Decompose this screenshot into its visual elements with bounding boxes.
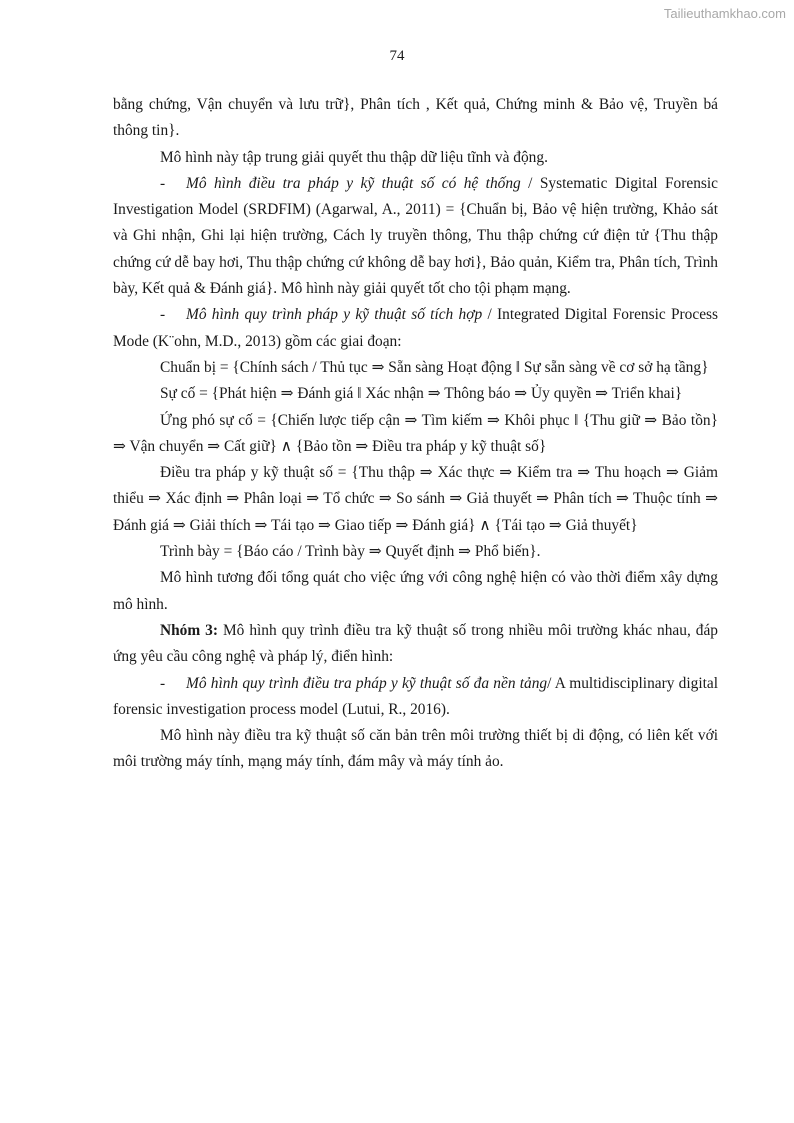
phase-incident: Sự cố = {Phát hiện ⇒ Đánh giá ‖ Xác nhận ⇒ Thông báo ⇒ Ủy quyền ⇒ Triển khai}: [160, 385, 683, 403]
paragraph: Mô hình tương đối tổng quát cho việc ứng với công nghệ hiện có vào thời điểm xây dựng mô hình.: [113, 569, 718, 613]
document-body: [113, 92, 718, 776]
list-item-mdfipm: [113, 671, 718, 724]
dash-bullet: -: [160, 674, 166, 692]
model-title: Mô hình quy trình pháp y kỹ thuật số tích hợp: [186, 306, 483, 324]
list-item-idfpm: [113, 302, 718, 355]
model-title: Mô hình điều tra pháp y kỹ thuật số có hệ thống: [186, 174, 521, 192]
model-title: Mô hình quy trình điều tra pháp y kỹ thuật số đa nền tảng: [186, 674, 548, 692]
group-label: Nhóm 3:: [160, 621, 218, 639]
model-description: / Integrated Digital Forensic Process Mode (K¨ohn, M.D., 2013) gồm các giai đoạn:: [113, 306, 718, 350]
phase-presentation: Trình bày = {Báo cáo / Trình bày ⇒ Quyết định ⇒ Phổ biến}.: [160, 543, 541, 561]
list-item-srdfim: [113, 171, 718, 302]
group-description: Mô hình quy trình điều tra kỹ thuật số trong nhiều môi trường khác nhau, đáp ứng yêu cầu công nghệ và pháp lý, điển hình:: [113, 621, 719, 666]
dash-bullet: -: [160, 306, 166, 324]
watermark: Tailieuthamkhao.com: [663, 6, 786, 21]
dash-bullet: -: [160, 174, 166, 192]
paragraph: Mô hình này tập trung giải quyết thu thập dữ liệu tĩnh và động.: [160, 148, 548, 166]
page-number: 74: [389, 48, 405, 64]
model-description: / Systematic Digital Forensic Investigation Model (SRDFIM) (Agarwal, A., 2011) = {Chuẩn bị, Bảo vệ hiện trường, Khảo sát và Ghi nhận, Ghi lại hiện trường, Cách ly truyền thông, Thu thập chứng cứ điện tử {Thu thập chứng cứ dễ bay hơi, Thu thập chứng cứ không dễ bay hơi}, Bảo quản, Kiểm tra, Phân tích, Trình bày, Kết quả & Đánh giá}. Mô hình này giải quyết tốt cho tội phạm mạng.: [113, 174, 718, 298]
paragraph-continuation: bằng chứng, Vận chuyển và lưu trữ}, Phân tích , Kết quả, Chứng minh & Bảo vệ, Truyền bá thông tin}.: [113, 96, 718, 140]
phase-investigation: Điều tra pháp y kỹ thuật số = {Thu thập ⇒ Xác thực ⇒ Kiểm tra ⇒ Thu hoạch ⇒ Giảm thiểu ⇒ Xác định ⇒ Phân loại ⇒ Tổ chức ⇒ So sánh ⇒ Giả thuyết ⇒ Phân tích ⇒ Thuộc tính ⇒ Đánh giá ⇒ Giải thích ⇒ Tái tạo ⇒ Giao tiếp ⇒ Đánh giá} ∧ {Tái tạo ⇒ Giả thuyết}: [113, 464, 718, 534]
phase-preparation: Chuẩn bị = {Chính sách / Thủ tục ⇒ Sẵn sàng Hoạt động ‖ Sự sẵn sàng về cơ sở hạ tầng}: [160, 358, 709, 376]
group-3-paragraph: [113, 618, 718, 671]
paragraph: Mô hình này điều tra kỹ thuật số căn bản trên môi trường thiết bị di động, có liên kết với môi trường máy tính, mạng máy tính, đám mây và máy tính ảo.: [113, 727, 718, 771]
phase-incident-response: Ứng phó sự cố = {Chiến lược tiếp cận ⇒ Tìm kiếm ⇒ Khôi phục ‖ {Thu giữ ⇒ Bảo tồn} ⇒ Vận chuyển ⇒ Cất giữ} ∧ {Bảo tồn ⇒ Điều tra pháp y kỹ thuật số}: [113, 411, 718, 455]
model-description: / A multidisciplinary digital forensic investigation process model (Lutui, R., 2016).: [113, 674, 718, 718]
